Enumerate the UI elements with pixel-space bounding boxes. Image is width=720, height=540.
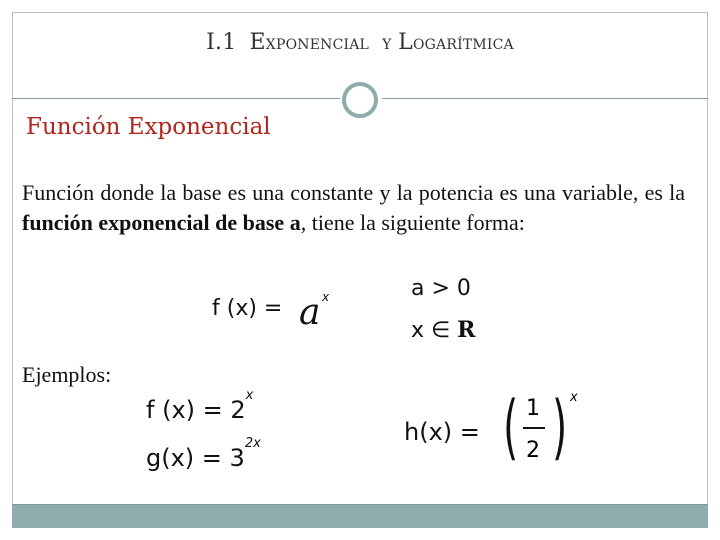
example-1 [146,388,254,424]
example-3-numerator: 1 [526,396,540,421]
body-text-bold: función exponencial de base a [22,210,301,235]
title-number: I.1 [206,30,237,55]
formula-base: a [299,292,321,333]
formula-condition-base: a > 0 [411,276,471,301]
example-2-exponent: 2x [244,436,261,451]
fraction-bar [523,427,545,429]
body-text-part2: , tiene la siguiente forma: [300,210,525,235]
body-text-part1: Función donde la base es una constante y la potencia es una variable, es la [22,180,685,205]
title-word2-initial: L [398,30,413,55]
circle-ornament-icon [342,82,378,118]
left-paren-icon: ( [503,386,519,468]
example-1-exponent: x [245,388,254,403]
example-3-denominator: 2 [526,438,540,463]
title-connector: Y [382,37,392,53]
right-paren-icon: ) [552,386,568,468]
example-3-exponent: x [570,390,578,405]
example-2 [146,436,261,472]
divider-left [12,98,340,99]
title-word2-rest: OGARÍTMICA [412,37,514,53]
condition-domain-set: R [457,317,476,343]
example-1-lhs: f (x) = 2 [146,396,246,424]
section-title: Función Exponencial [26,114,271,140]
slide-header-title [0,30,720,55]
formula-lhs: f (x) = [212,296,283,321]
title-word1-rest: XPONENCIAL [265,37,370,53]
title-word1-initial: E [249,30,266,55]
examples-label: Ejemplos: [22,362,112,387]
body-paragraph [22,178,685,238]
formula-exponent: x [322,290,330,304]
example-2-lhs: g(x) = 3 [146,444,245,472]
footer-bar [12,504,708,528]
condition-domain-lhs: x ∈ [411,318,458,343]
example-3-lhs: h(x) = [404,418,480,446]
formula-condition-domain [411,317,475,343]
divider-right [382,98,708,99]
